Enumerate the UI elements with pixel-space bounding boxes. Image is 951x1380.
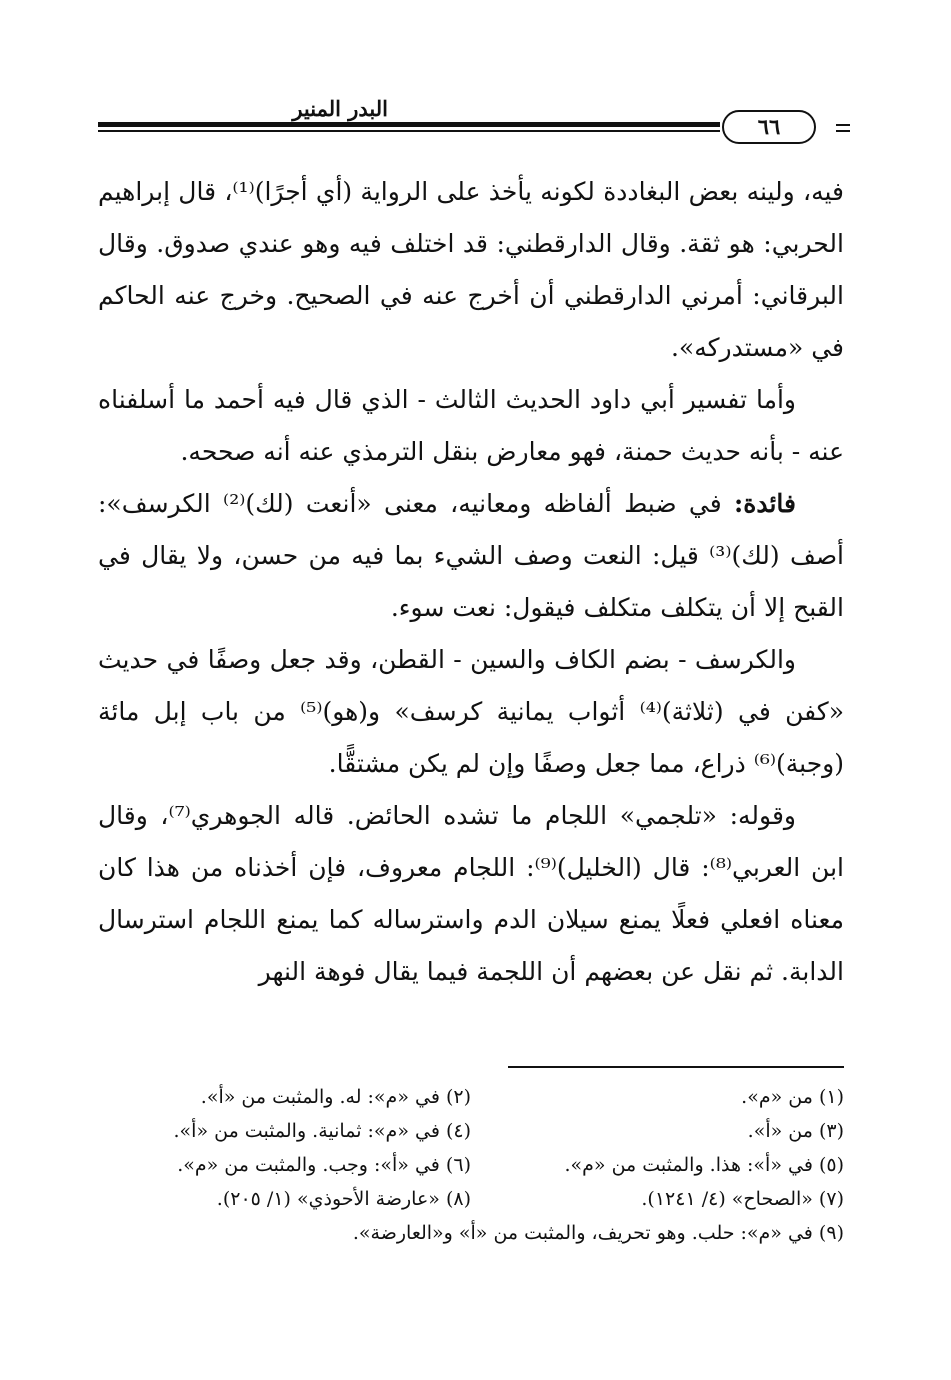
book-title: البدر المنير — [292, 96, 388, 121]
faida-label: فائدة: — [734, 489, 796, 518]
page-number: ٦٦ — [722, 110, 816, 144]
faida-text: في ضبط ألفاظه ومعانيه، معنى «أنعت (لك)⁽²⁾ الكرسف»: أصف (لك)⁽³⁾ قيل: النعت وصف الشيء بما فيه من حسن، ولا يقال في القبح إلا أن يتكلف متكلف فيقول: نعت سوء. — [98, 489, 844, 622]
footnote-row — [98, 1148, 844, 1182]
footnote-5: (٥) في «أ»: هذا. والمثبت من «م». — [564, 1154, 844, 1176]
footnotes — [98, 1080, 844, 1250]
footnote-6: (٦) في «أ»: وجب. والمثبت من «م». — [177, 1154, 471, 1176]
header-rule-right-top — [836, 124, 850, 126]
footnote-row — [98, 1182, 844, 1216]
footnote-8: (٨) «عارضة الأحوذي» (١/ ٢٠٥). — [216, 1188, 471, 1210]
paragraph-faida — [98, 478, 844, 634]
footnote-7: (٧) «الصحاح» (٤/ ١٢٤١). — [641, 1188, 844, 1210]
paragraph-5: وقوله: «تلجمي» اللجام ما تشده الحائض. قاله الجوهري⁽⁷⁾، وقال ابن العربي⁽⁸⁾: قال (الخليل)⁽⁹⁾: اللجام معروف، فإن أخذناه من هذا كان معناه افعلي فعلًا يمنع سيلان الدم واسترساله كما يمنع اللجام استرسال الدابة. ثم نقل عن بعضهم أن اللجمة فيما يقال فوهة النهر — [98, 801, 844, 986]
header-rule-right-bottom — [836, 130, 850, 132]
footnote-row — [98, 1080, 844, 1114]
paragraph-4: والكرسف - بضم الكاف والسين - القطن، وقد جعل وصفًا في حديث «كفن في (ثلاثة)⁽⁴⁾ أثواب يمانية كرسف» و(هو)⁽⁵⁾ من باب إبل مائة (وجبة)⁽⁶⁾ ذراع، مما جعل وصفًا وإن لم يكن مشتقًّا. — [98, 645, 844, 778]
footnote-3: (٣) من «أ». — [747, 1120, 844, 1142]
footnote-row — [98, 1114, 844, 1148]
footnote-separator — [508, 1066, 844, 1068]
paragraph-2: وأما تفسير أبي داود الحديث الثالث - الذي قال فيه أحمد ما أسلفناه عنه - بأنه حديث حمنة، فهو معارض بنقل الترمذي عنه أنه صححه. — [98, 385, 844, 466]
footnote-9: (٩) في «م»: حلب. وهو تحريف، والمثبت من «أ» و«العارضة». — [352, 1222, 844, 1244]
header-rule-thick — [98, 122, 720, 127]
paragraph-1: فيه، ولينه بعض البغاددة لكونه يأخذ على الرواية (أي أجرًا)⁽¹⁾، قال إبراهيم الحربي: هو ثقة. وقال الدارقطني: قد اختلف فيه وهو عندي صدوق. وقال البرقاني: أمرني الدارقطني أن أخرج عنه في الصحيح. وخرج عنه الحاكم في «مستدركه». — [98, 177, 845, 362]
footnote-4: (٤) في «م»: ثمانية. والمثبت من «أ». — [173, 1120, 471, 1142]
footnote-1: (١) من «م». — [741, 1086, 844, 1108]
page-header — [98, 92, 850, 154]
main-text — [98, 166, 844, 998]
header-rule-thin — [98, 130, 720, 132]
footnote-2: (٢) في «م»: له. والمثبت من «أ». — [200, 1086, 471, 1108]
